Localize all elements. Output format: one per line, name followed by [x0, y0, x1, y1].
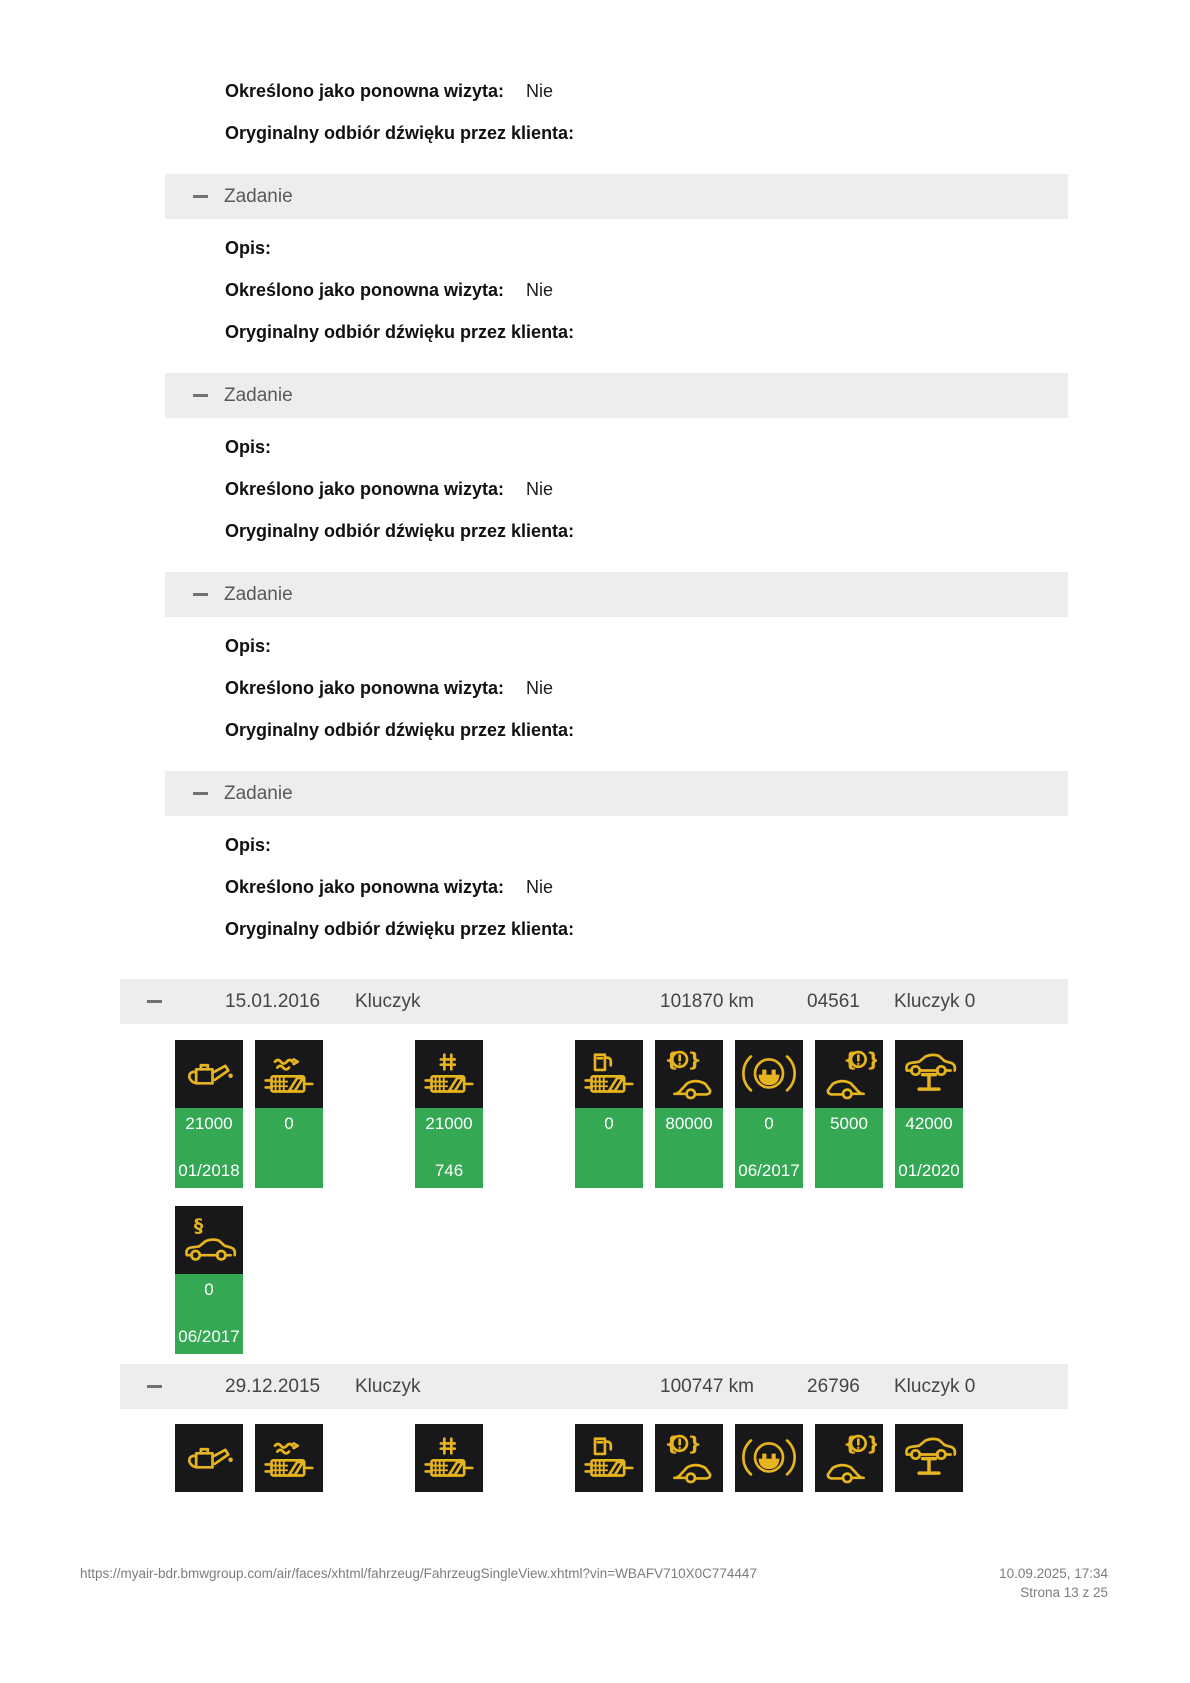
vehicle-check-icon [895, 1424, 963, 1492]
cbs-tile [415, 1040, 483, 1188]
rear-brake-pads-icon [815, 1424, 883, 1492]
collapse-icon[interactable] [147, 1385, 162, 1388]
visit-date: 29.12.2015 [225, 1376, 321, 1397]
cbs-tile-grid [175, 1424, 1190, 1492]
particulate-filter-icon [415, 1424, 483, 1492]
cbs-tile [655, 1040, 723, 1188]
revisit-label: Określono jako ponowna wizyta: [225, 877, 505, 897]
revisit-label: Określono jako ponowna wizyta: [225, 678, 505, 698]
opis-field [225, 835, 1190, 856]
cbs-due-date: 06/2017 [738, 1161, 800, 1180]
visit-dealer-number: 26796 [807, 1376, 860, 1397]
cbs-remaining-value: 21000 [185, 1114, 233, 1133]
cbs-tile-values [815, 1108, 883, 1188]
cbs-remaining-value: 42000 [905, 1114, 953, 1133]
cbs-tile-grid [175, 1040, 1190, 1354]
cbs-tile [175, 1040, 243, 1188]
visit-header[interactable] [120, 979, 1068, 1024]
opis-label: Opis: [225, 835, 272, 855]
cbs-due-date: 06/2017 [178, 1327, 240, 1346]
cbs-remaining-value: 80000 [665, 1114, 713, 1133]
engine-oil-icon [175, 1424, 243, 1492]
footer-meta [999, 1564, 1108, 1602]
cbs-remaining-value: 0 [284, 1114, 294, 1133]
cbs-tile [175, 1424, 243, 1492]
footer-timestamp: 10.09.2025, 17:34 [999, 1566, 1108, 1581]
revisit-label: Określono jako ponowna wizyta: [225, 81, 505, 101]
revisit-value: Nie [526, 280, 554, 300]
cbs-tile-values [415, 1108, 483, 1188]
sound-label: Oryginalny odbiór dźwięku przez klienta: [225, 521, 575, 541]
cbs-due-date: 746 [434, 1161, 464, 1180]
exhaust-emission-icon [255, 1040, 323, 1108]
visit-key-label: Kluczyk 0 [894, 991, 976, 1012]
cbs-tile-values [175, 1274, 243, 1354]
revisit-label: Określono jako ponowna wizyta: [225, 479, 505, 499]
front-brake-pads-icon [655, 1424, 723, 1492]
cbs-tile [255, 1040, 323, 1188]
cbs-due-date: 01/2018 [178, 1161, 240, 1180]
visit-mileage: 101870 km [660, 991, 755, 1012]
visit-type: Kluczyk [355, 991, 421, 1012]
collapse-icon[interactable] [193, 792, 208, 795]
fuel-filter-icon [575, 1424, 643, 1492]
cbs-tile [735, 1424, 803, 1492]
sound-label: Oryginalny odbiór dźwięku przez klienta: [225, 720, 575, 740]
opis-label: Opis: [225, 636, 272, 656]
task-section-title: Zadanie [224, 385, 293, 406]
cbs-remaining-value: 0 [764, 1114, 774, 1133]
rear-brake-pads-icon [815, 1040, 883, 1108]
opis-field [225, 238, 1190, 259]
sound-field [225, 919, 1190, 940]
revisit-field [225, 678, 1190, 699]
cbs-tile-values [175, 1108, 243, 1188]
brake-fluid-icon [735, 1424, 803, 1492]
collapse-icon[interactable] [193, 394, 208, 397]
opis-field [225, 636, 1190, 657]
opis-label: Opis: [225, 437, 272, 457]
revisit-field [225, 280, 1190, 301]
cbs-tile [895, 1424, 963, 1492]
visit-type: Kluczyk [355, 1376, 421, 1397]
revisit-field [225, 877, 1190, 898]
sound-field [225, 521, 1190, 542]
cbs-remaining-value: 0 [204, 1280, 214, 1299]
revisit-field [225, 479, 1190, 500]
task-section-header[interactable] [165, 572, 1068, 617]
sound-field [225, 720, 1190, 741]
sound-field [225, 123, 1190, 144]
revisit-field [225, 81, 1190, 102]
cbs-tile [175, 1206, 243, 1354]
sound-label: Oryginalny odbiór dźwięku przez klienta: [225, 919, 575, 939]
statutory-inspection-icon [175, 1206, 243, 1274]
revisit-value: Nie [526, 479, 554, 499]
sound-label: Oryginalny odbiór dźwięku przez klienta: [225, 322, 575, 342]
cbs-tile-values [655, 1108, 723, 1188]
cbs-due-date: 01/2020 [898, 1161, 960, 1180]
visit-key-label: Kluczyk 0 [894, 1376, 976, 1397]
opis-label: Opis: [225, 238, 272, 258]
particulate-filter-icon [415, 1040, 483, 1108]
cbs-tile-values [575, 1108, 643, 1188]
cbs-tile [575, 1424, 643, 1492]
task-section-title: Zadanie [224, 186, 293, 207]
opis-field [225, 437, 1190, 458]
exhaust-emission-icon [255, 1424, 323, 1492]
engine-oil-icon [175, 1040, 243, 1108]
visit-mileage: 100747 km [660, 1376, 755, 1397]
collapse-icon[interactable] [193, 195, 208, 198]
cbs-tile [815, 1040, 883, 1188]
visit-date: 15.01.2016 [225, 991, 321, 1012]
revisit-value: Nie [526, 81, 554, 101]
cbs-remaining-value: 0 [604, 1114, 614, 1133]
visit-dealer-number: 04561 [807, 991, 860, 1012]
cbs-tile-values [255, 1108, 323, 1188]
revisit-label: Określono jako ponowna wizyta: [225, 280, 505, 300]
cbs-tile [655, 1424, 723, 1492]
footer-page-number: Strona 13 z 25 [1020, 1585, 1108, 1600]
collapse-icon[interactable] [193, 593, 208, 596]
task-section-title: Zadanie [224, 584, 293, 605]
task-section-header[interactable] [165, 174, 1068, 219]
sound-label: Oryginalny odbiór dźwięku przez klienta: [225, 123, 575, 143]
task-section-header[interactable] [165, 373, 1068, 418]
cbs-remaining-value: 21000 [425, 1114, 473, 1133]
visit-header[interactable] [120, 1364, 1068, 1409]
revisit-value: Nie [526, 877, 554, 897]
cbs-tile-values [895, 1108, 963, 1188]
revisit-value: Nie [526, 678, 554, 698]
vehicle-check-icon [895, 1040, 963, 1108]
cbs-tile [575, 1040, 643, 1188]
fuel-filter-icon [575, 1040, 643, 1108]
cbs-tile [815, 1424, 883, 1492]
cbs-tile [895, 1040, 963, 1188]
task-section-header[interactable] [165, 771, 1068, 816]
sound-field [225, 322, 1190, 343]
footer-url: https://myair-bdr.bmwgroup.com/air/faces/xhtml/fahrzeug/FahrzeugSingleView.xhtml?vin=WBAFV710X0C774447 [80, 1566, 757, 1581]
cbs-tile [735, 1040, 803, 1188]
cbs-tile-values [735, 1108, 803, 1188]
front-brake-pads-icon [655, 1040, 723, 1108]
cbs-tile [255, 1424, 323, 1492]
cbs-tile [415, 1424, 483, 1492]
collapse-icon[interactable] [147, 1000, 162, 1003]
brake-fluid-icon [735, 1040, 803, 1108]
task-section-title: Zadanie [224, 783, 293, 804]
cbs-remaining-value: 5000 [830, 1114, 868, 1133]
